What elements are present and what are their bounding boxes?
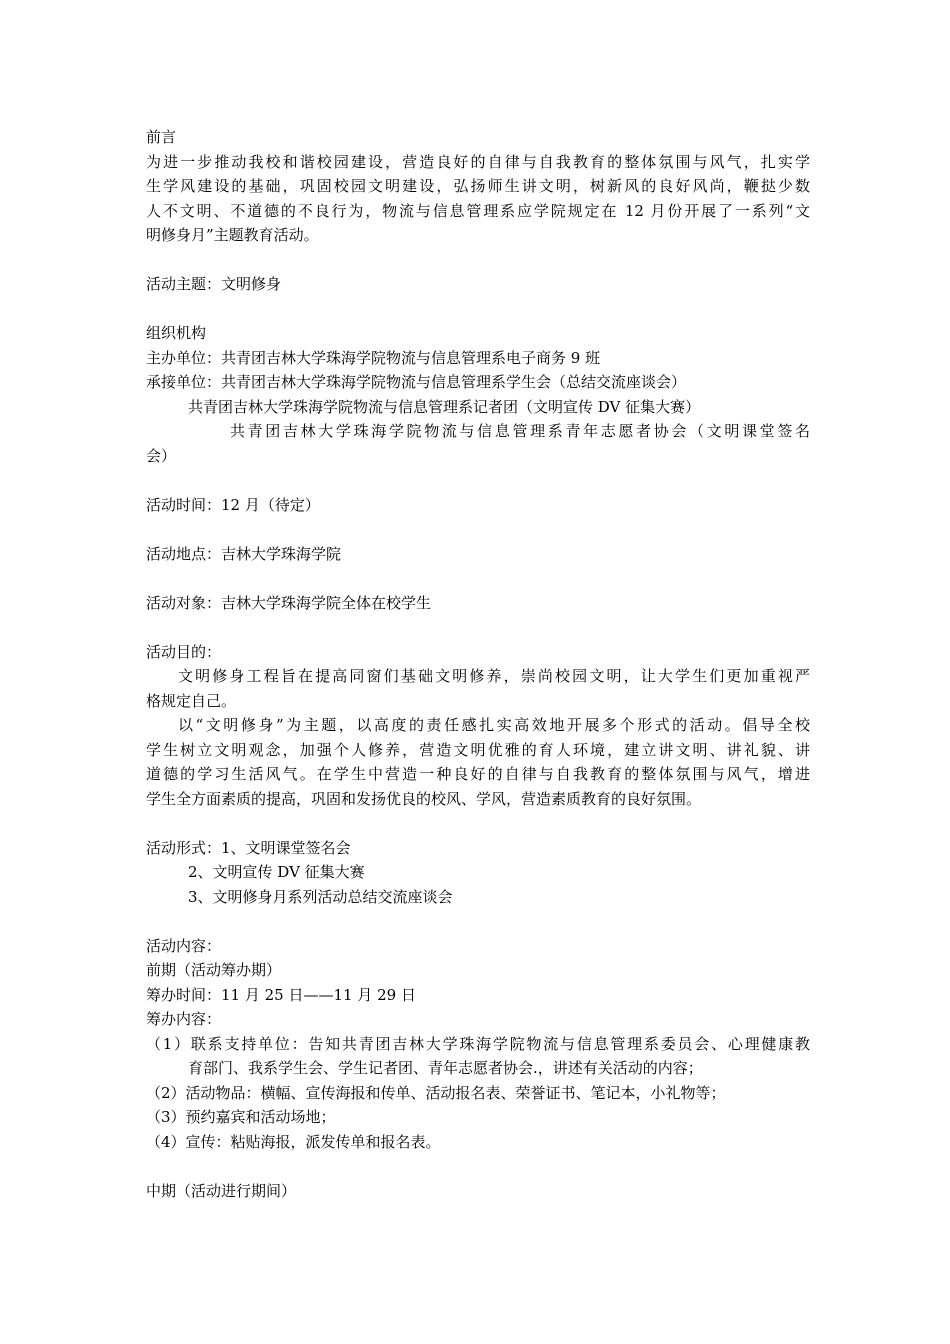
spacer xyxy=(146,811,810,836)
activity-theme: 活动主题：文明修身 xyxy=(146,275,282,293)
content-item-1-cont: 育部门、我系学生会、学生记者团、青年志愿者协会.，讲述有关活动的内容； xyxy=(188,1059,703,1077)
spacer xyxy=(146,909,810,934)
activity-location: 活动地点：吉林大学珠海学院 xyxy=(146,544,342,563)
preface-heading: 前言 xyxy=(146,128,177,146)
activity-time: 活动时间：12 月（待定） xyxy=(146,495,320,514)
preface-line-4: 明修身月”主题教育活动。 xyxy=(146,226,319,244)
spacer xyxy=(146,615,810,640)
forms-item-1: 活动形式：1、文明课堂签名会 xyxy=(146,838,351,857)
spacer xyxy=(146,1154,810,1179)
spacer xyxy=(146,248,810,273)
content-heading: 活动内容： xyxy=(146,936,222,955)
preface-line-3: 人不文明、不道德的不良行为，物流与信息管理系应学院规定在 12 月份开展了一系列“文 xyxy=(146,201,810,220)
preface-line-1: 为进一步推动我校和谐校园建设，营造良好的自律与自我教育的整体氛围与风气，扎实学 xyxy=(146,152,810,171)
organization-undertaker-2: 共青团吉林大学珠海学院物流与信息管理系记者团（文明宣传 DV 征集大赛） xyxy=(188,397,701,416)
spacer xyxy=(146,566,810,591)
purpose-paragraph-2-line-3: 道德的学习生活风气。在学生中营造一种良好的自律与自我教育的整体氛围与风气，增进 xyxy=(146,765,810,783)
organization-host: 主办单位：共青团吉林大学珠海学院物流与信息管理系电子商务 9 班 xyxy=(146,348,601,367)
activity-audience: 活动对象：吉林大学珠海学院全体在校学生 xyxy=(146,593,432,612)
content-phase-1: 前期（活动筹办期） xyxy=(146,961,282,979)
content-item-3: （3）预约嘉宾和活动场地； xyxy=(146,1108,336,1126)
forms-item-2: 2、文明宣传 DV 征集大赛 xyxy=(188,863,365,881)
preface-line-2: 生学风建设的基础，巩固校园文明建设，弘扬师生讲文明，树新风的良好风尚，鞭挞少数 xyxy=(146,177,810,195)
purpose-paragraph-1: 文明修身工程旨在提高同窗们基础文明修养，崇尚校园文明，让大学生们更加重视严 xyxy=(178,667,810,685)
purpose-paragraph-2-line-2: 学生树立文明观念，加强个人修养，营造文明优雅的育人环境，建立讲文明、讲礼貌、讲 xyxy=(146,740,810,759)
content-item-2: （2）活动物品：横幅、宣传海报和传单、活动报名表、荣誉证书、笔记本，小礼物等； xyxy=(146,1083,726,1102)
purpose-heading: 活动目的： xyxy=(146,642,222,661)
spacer xyxy=(146,517,810,542)
content-phase-2: 中期（活动进行期间） xyxy=(146,1181,297,1200)
organization-undertaker-3-cont: 会） xyxy=(146,446,177,465)
organization-undertaker: 承接单位：共青团吉林大学珠海学院物流与信息管理系学生会（总结交流座谈会） xyxy=(146,373,687,391)
organization-undertaker-3: 共青团吉林大学珠海学院物流与信息管理系青年志愿者协会（文明课堂签名 xyxy=(230,422,810,440)
forms-item-3: 3、文明修身月系列活动总结交流座谈会 xyxy=(188,887,453,906)
organization-heading: 组织机构 xyxy=(146,324,207,342)
purpose-paragraph-2: 以“文明修身”为主题，以高度的责任感扎实高效地开展多个形式的活动。倡导全校 xyxy=(178,716,810,734)
document-page xyxy=(146,125,810,1203)
spacer xyxy=(146,468,810,493)
content-item-4: （4）宣传：粘贴海报，派发传单和报名表。 xyxy=(146,1132,441,1151)
content-prep-time: 筹办时间：11 月 25 日——11 月 29 日 xyxy=(146,985,416,1004)
content-item-1: （1）联系支持单位：告知共青团吉林大学珠海学院物流与信息管理系委员会、心理健康教 xyxy=(146,1034,810,1053)
purpose-paragraph-2-line-4: 学生全方面素质的提高，巩固和发扬优良的校风、学风，营造素质教育的良好氛围。 xyxy=(146,789,702,808)
purpose-paragraph-1-cont: 格规定自己。 xyxy=(146,691,237,710)
spacer xyxy=(146,297,810,322)
content-prep-heading: 筹办内容： xyxy=(146,1010,222,1028)
